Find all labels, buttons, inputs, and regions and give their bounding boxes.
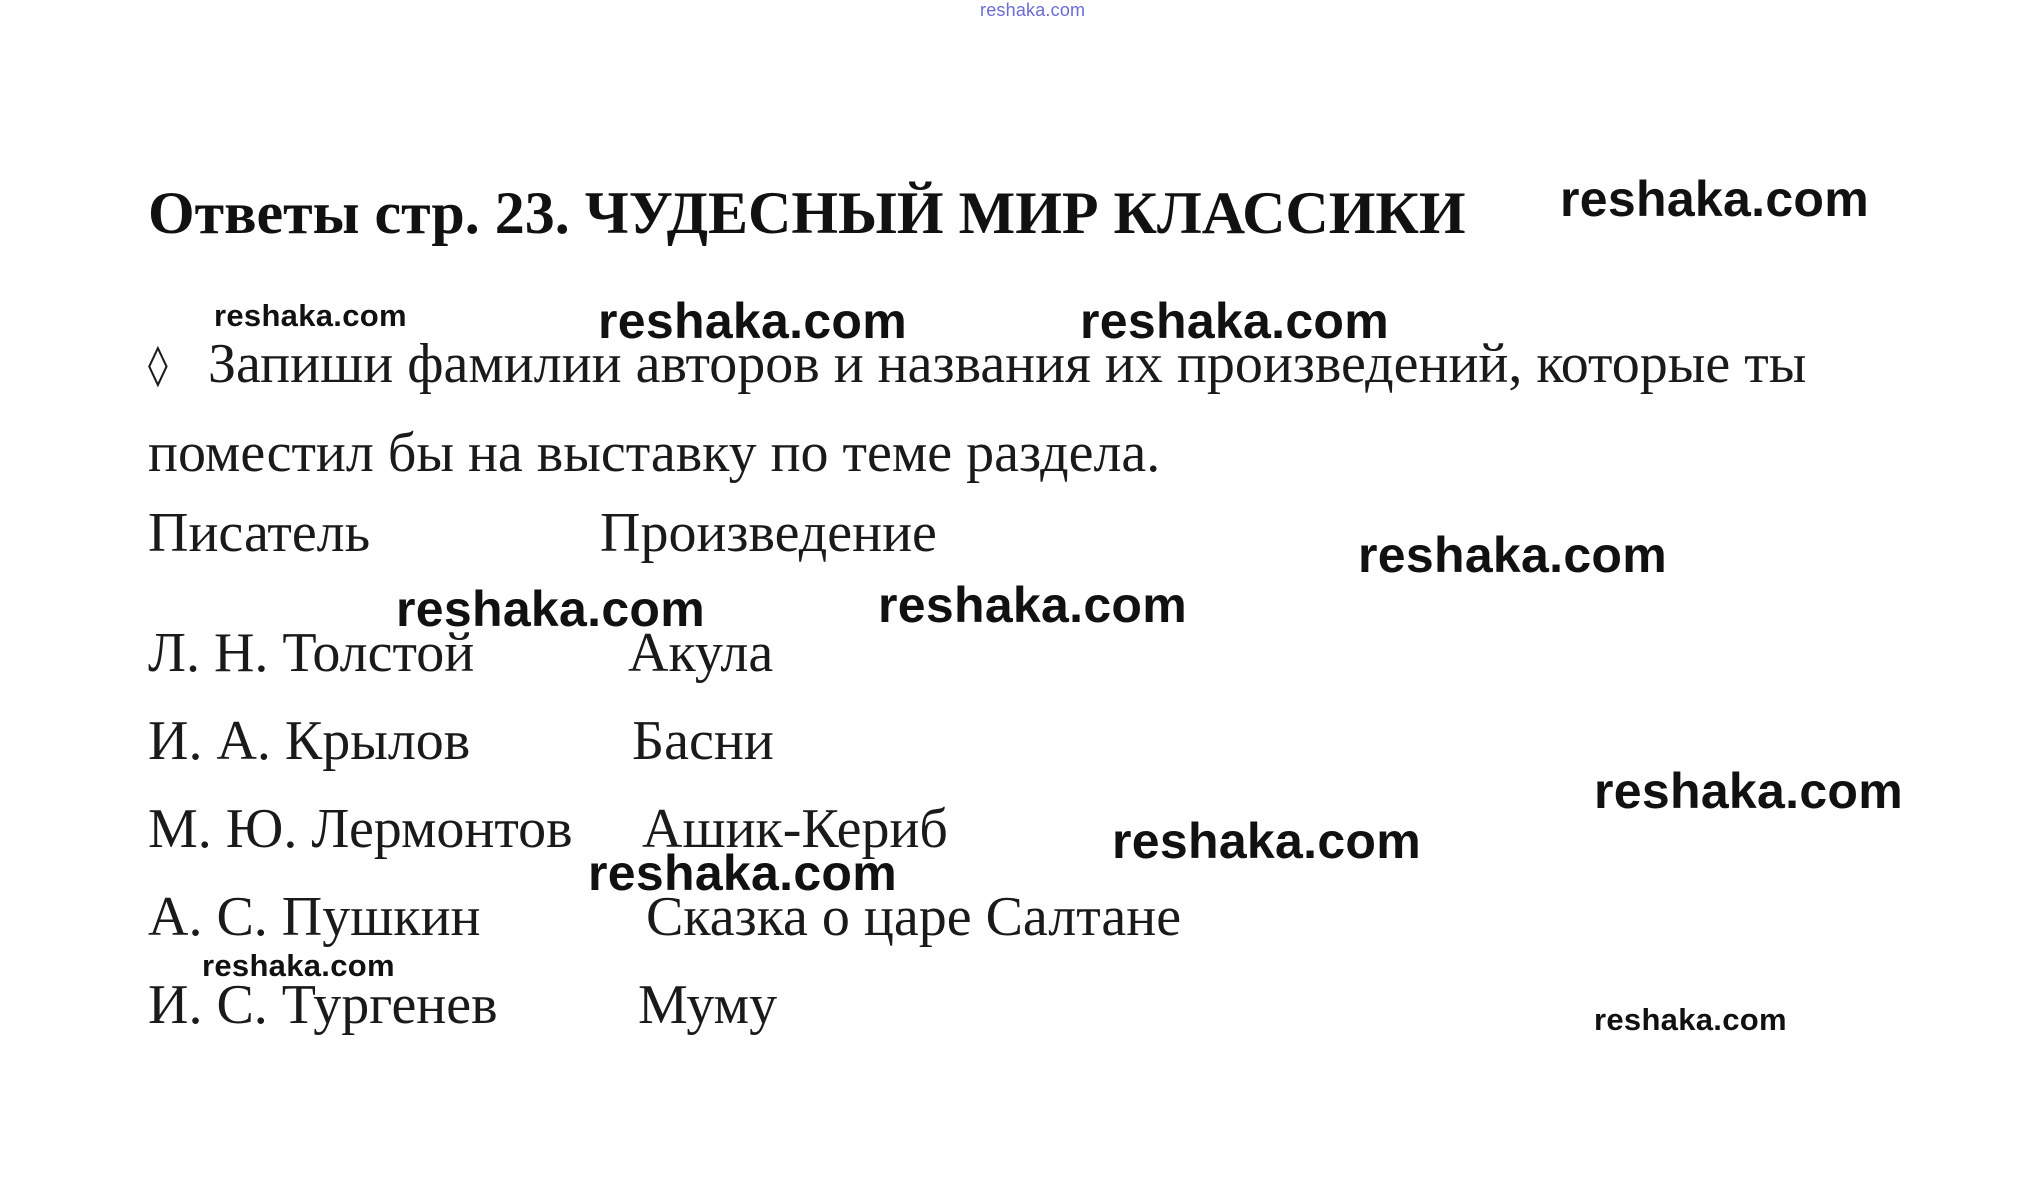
page-title: Ответы стр. 23. ЧУДЕСНЫЙ МИР КЛАССИКИ bbox=[148, 180, 1466, 246]
instruction-text: Запиши фамилии авторов и названия их произведений, которые ты поместил бы на выставку по теме раздела. bbox=[148, 333, 1807, 484]
header-watermark: reshaka.com bbox=[980, 0, 1086, 20]
watermark: reshaka.com bbox=[1080, 293, 1390, 349]
row-writer: М. Ю. Лермонтов bbox=[148, 798, 573, 860]
row-work: Сказка о царе Салтане bbox=[646, 886, 1182, 948]
watermark: reshaka.com bbox=[396, 581, 706, 637]
column-header-work: Произведение bbox=[600, 502, 937, 564]
row-writer: И. С. Тургенев bbox=[148, 974, 498, 1036]
row-writer: Л. Н. Толстой bbox=[148, 622, 475, 684]
watermark: reshaka.com bbox=[1358, 527, 1668, 583]
row-writer: И. А. Крылов bbox=[148, 710, 471, 772]
row-work: Басни bbox=[632, 710, 774, 772]
row-work: Муму bbox=[638, 974, 778, 1036]
task-instruction bbox=[148, 320, 1928, 497]
diamond-bullet-icon: ◊ bbox=[148, 342, 168, 388]
watermark: reshaka.com bbox=[1560, 171, 1870, 227]
watermark: reshaka.com bbox=[1594, 763, 1904, 819]
watermark: reshaka.com bbox=[214, 298, 407, 333]
column-header-writer: Писатель bbox=[148, 502, 371, 564]
row-work: Акула bbox=[628, 622, 774, 684]
watermark: reshaka.com bbox=[878, 577, 1188, 633]
watermark: reshaka.com bbox=[202, 948, 395, 983]
watermark: reshaka.com bbox=[1594, 1002, 1787, 1037]
watermark: reshaka.com bbox=[588, 845, 898, 901]
row-writer: А. С. Пушкин bbox=[148, 886, 481, 948]
watermark: reshaka.com bbox=[1112, 813, 1422, 869]
row-work: Ашик-Кериб bbox=[642, 798, 948, 860]
watermark: reshaka.com bbox=[598, 293, 908, 349]
